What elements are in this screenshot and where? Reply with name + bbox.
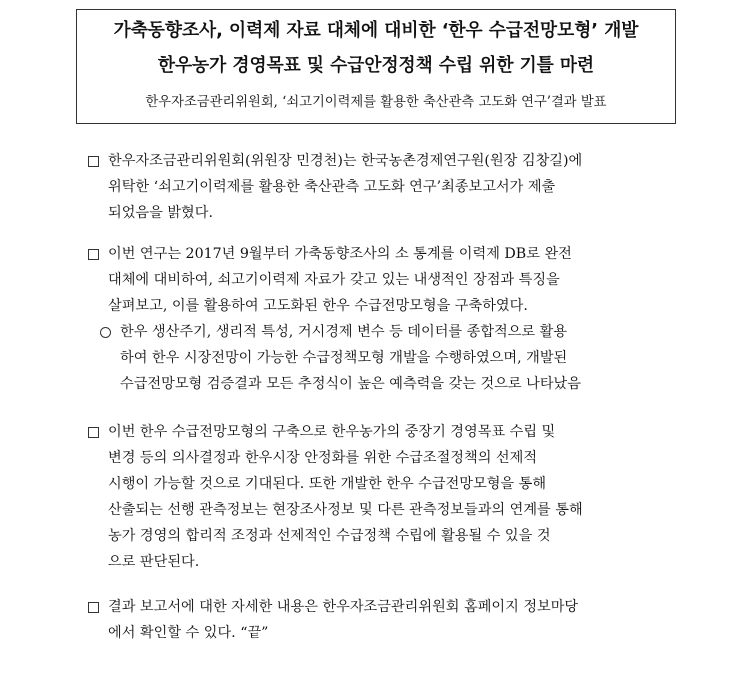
paragraph-line: 한우자조금관리위원회(위원장 민경천)는 한국농촌경제연구원(원장 김창길)에 bbox=[108, 153, 583, 169]
paragraph-line: 변경 등의 의사결정과 한우시장 안정화를 위한 수급조절정책의 선제적 bbox=[108, 450, 538, 466]
square-bullet-icon bbox=[88, 427, 99, 438]
subtitle: 한우자조금관리위원회, ‘쇠고기이력제를 활용한 축산관측 고도화 연구’결과 발표 bbox=[145, 94, 607, 110]
square-bullet-icon bbox=[88, 156, 99, 167]
paragraph-line: 위탁한 ‘쇠고기이력제를 활용한 축산관측 고도화 연구’최종보고서가 제출 bbox=[108, 179, 556, 195]
circle-bullet-icon bbox=[100, 327, 111, 338]
paragraph-line: 시행이 가능할 것으로 기대된다. 또한 개발한 한우 수급전망모형을 통해 bbox=[108, 476, 547, 492]
paragraph-line: 이번 연구는 2017년 9월부터 가축동향조사의 소 통계를 이력제 DB로 완전 bbox=[108, 246, 572, 262]
square-bullet-icon bbox=[88, 602, 99, 613]
paragraph-line: 으로 판단된다. bbox=[108, 554, 200, 570]
paragraph-line: 에서 확인할 수 있다. “끝” bbox=[108, 625, 269, 641]
paragraph-line: 한우 생산주기, 생리적 특성, 거시경제 변수 등 데이터를 종합적으로 활용 bbox=[120, 324, 568, 340]
paragraph-line: 결과 보고서에 대한 자세한 내용은 한우자조금관리위원회 홈페이지 정보마당 bbox=[108, 599, 579, 615]
paragraph-line: 되었음을 밝혔다. bbox=[108, 205, 213, 221]
headline-line-2: 한우농가 경영목표 및 수급안정정책 수립 위한 기틀 마련 bbox=[157, 55, 595, 76]
paragraph-line: 살펴보고, 이를 활용하여 고도화된 한우 수급전망모형을 구축하였다. bbox=[108, 298, 528, 314]
paragraph-line: 하여 한우 시장전망이 가능한 수급정책모형 개발을 수행하였으며, 개발된 bbox=[120, 350, 568, 366]
paragraph-line: 산출되는 선행 관측정보는 현장조사정보 및 다른 관측정보들과의 연계를 통해 bbox=[108, 502, 583, 518]
paragraph-line: 농가 경영의 합리적 조정과 선제적인 수급정책 수립에 활용될 수 있을 것 bbox=[108, 528, 551, 544]
paragraph-line: 대체에 대비하여, 쇠고기이력제 자료가 갖고 있는 내생적인 장점과 특징을 bbox=[108, 272, 560, 288]
title-box bbox=[76, 9, 676, 124]
headline-line-1: 가축동향조사, 이력제 자료 대체에 대비한 ‘한우 수급전망모형’ 개발 bbox=[113, 20, 639, 41]
paragraph-line: 이번 한우 수급전망모형의 구축으로 한우농가의 중장기 경영목표 수립 및 bbox=[108, 424, 556, 440]
paragraph-line: 수급전망모형 검증결과 모든 추정식이 높은 예측력을 갖는 것으로 나타났음 bbox=[120, 376, 581, 392]
square-bullet-icon bbox=[88, 249, 99, 260]
